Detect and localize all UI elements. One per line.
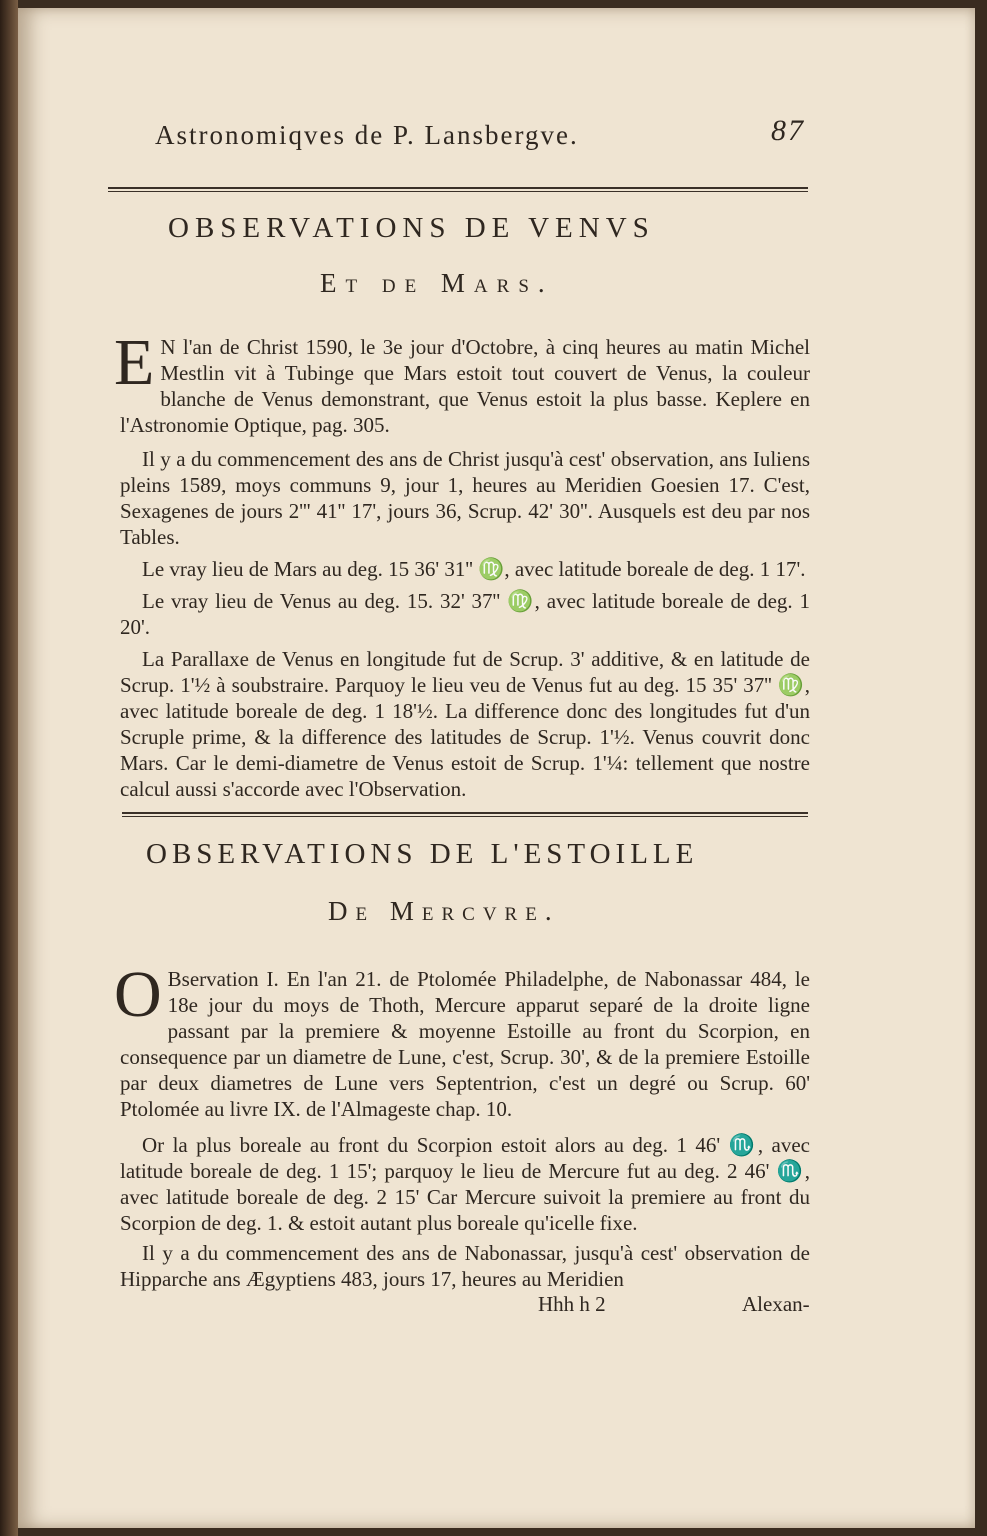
section2-body [114,958,810,1292]
paragraph-text: Bservation I. En l'an 21. de Ptolomée Philadelphe, de Nabonassar 484, le 18e jour du moys de Thoth, Mercure apparut separé de la droite ligne passant par la premiere & moyenne Estoille au front du Scorpion, en consequence par un diametre de Lune, c'est, Scrup. 30', & de la premiere Estoille par deux diametres de Lune vers Septentrion, c'est un degré ou Scrup. 60' Ptolomée au livre IX. de l'Almageste chap. 10. [120,967,810,1121]
book-spine [0,0,18,1536]
paragraph: Il y a du commencement des ans de Christ jusqu'à cest' observation, ans Iuliens pleins 1589, moys communs 9, jour 1, heures au Meridien Goesien 17. C'est, Sexagenes de jours 2''' 41'' 17', jours 36, Scrup. 42' 30''. Ausquels est deu par nos Tables. [120,447,810,549]
page-number: 87 [771,114,805,147]
paragraph [114,958,810,1122]
section-divider-rule [122,812,808,817]
paragraph-text: N l'an de Christ 1590, le 3e jour d'Octobre, à cinq heures au matin Michel Mestlin vit à Tubinge que Mars estoit tout couvert de Venus, la couleur blanche de Venus demonstrant, que Venus estoit la plus basse. Keplere en l'Astronomie Optique, pag. 305. [120,335,810,437]
header-rule [108,187,808,192]
paragraph [114,326,810,438]
running-head [155,114,805,151]
signature-mark: Hhh h 2 [538,1292,606,1316]
drop-cap: E [114,326,155,399]
catchword: Alexan- [742,1292,810,1316]
paragraph: Le vray lieu de Mars au deg. 15 36' 31'' ♍, avec latitude boreale de deg. 1 17'. [142,557,806,581]
paragraph: Le vray lieu de Venus au deg. 15. 32' 37'' ♍, avec latitude boreale de deg. 1 20'. [120,589,810,639]
section2-subtitle: De Mercvre. [328,896,560,926]
section2-title: OBSERVATIONS DE L'ESTOILLE [146,838,699,870]
section1-title: OBSERVATIONS DE VENVS [168,212,655,244]
running-title: Astronomiqves de P. Lansbergve. [155,120,579,150]
paragraph: Il y a du commencement des ans de Nabonassar, jusqu'à cest' observation de Hipparche ans Ægyptiens 483, jours 17, heures au Meridien [120,1241,810,1291]
section1-body [114,326,810,802]
drop-cap: O [114,958,162,1031]
paragraph: La Parallaxe de Venus en longitude fut de Scrup. 3' additive, & en latitude de Scrup. 1'½ à soubstraire. Parquoy le lieu veu de Venus fut au deg. 15 35' 37'' ♍, avec latitude boreale de deg. 1 18'½. La difference donc des longitudes fut d'un Scruple prime, & la difference des latitudes de Scrup. 1'½. Venus couvrit donc Mars. Car le demi-diametre de Venus estoit de Scrup. 1'¼: tellement que nostre calcul aussi s'accorde avec l'Observation. [120,647,810,801]
paragraph: Or la plus boreale au front du Scorpion estoit alors au deg. 1 46' ♏, avec latitude boreale de deg. 1 15'; parquoy le lieu de Mercure fut au deg. 2 46' ♏, avec latitude boreale de deg. 2 15' Car Mercure suivoit la premiere au front du Scorpion de deg. 1. & estoit autant plus boreale qu'icelle fixe. [120,1133,810,1235]
section1-subtitle: Et de Mars. [320,268,554,298]
